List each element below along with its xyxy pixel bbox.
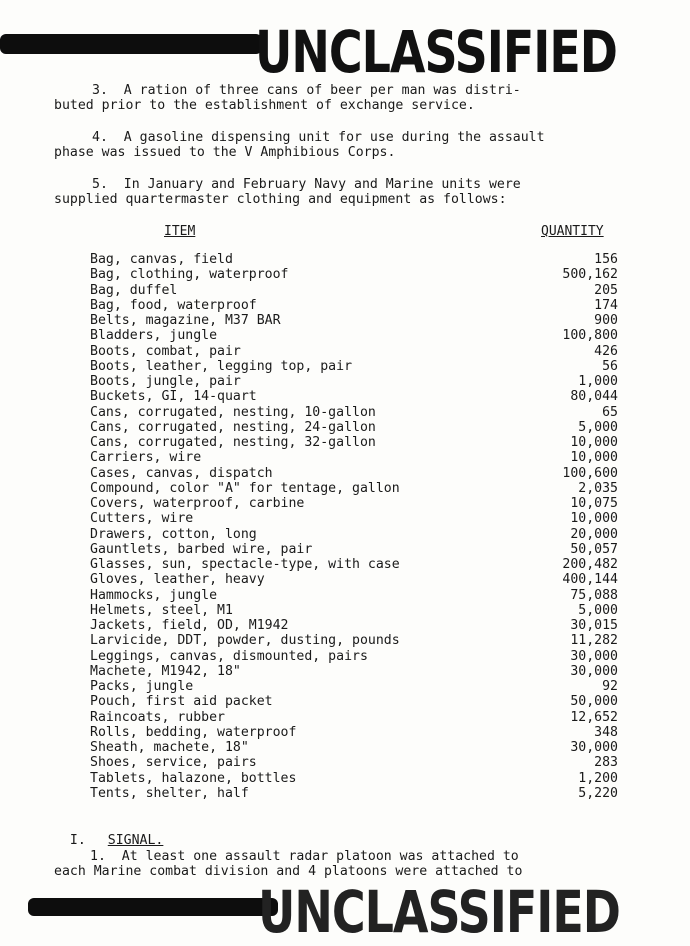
item-quantity: 10,075 bbox=[570, 496, 618, 511]
redaction-bar-top bbox=[0, 34, 262, 54]
table-row bbox=[90, 786, 618, 801]
item-name: Shoes, service, pairs bbox=[90, 755, 257, 771]
item-name: Jackets, field, OD, M1942 bbox=[90, 618, 289, 633]
item-name: Tents, shelter, half bbox=[90, 785, 249, 801]
table-row bbox=[90, 542, 618, 557]
item-name: Glasses, sun, spectacle-type, with case bbox=[90, 557, 400, 572]
item-quantity: 2,035 bbox=[578, 480, 618, 496]
item-quantity: 348 bbox=[594, 724, 618, 740]
item-quantity: 65 bbox=[602, 404, 618, 420]
item-name: Boots, leather, legging top, pair bbox=[90, 358, 353, 374]
table-row bbox=[90, 771, 618, 786]
table-row bbox=[90, 649, 618, 664]
item-quantity: 5,000 bbox=[578, 419, 618, 435]
item-quantity: 500,162 bbox=[562, 267, 618, 283]
item-quantity: 10,000 bbox=[570, 511, 618, 527]
item-quantity: 100,600 bbox=[562, 465, 618, 481]
table-row bbox=[90, 664, 618, 679]
item-name: Drawers, cotton, long bbox=[90, 526, 257, 542]
classification-stamp-bottom: UNCLASSIFIED bbox=[258, 878, 620, 946]
table-row bbox=[90, 359, 618, 374]
table-row bbox=[90, 603, 618, 618]
table-row bbox=[90, 344, 618, 359]
column-header-quantity: QUANTITY bbox=[541, 224, 604, 239]
item-name: Packs, jungle bbox=[90, 679, 194, 694]
item-quantity: 5,220 bbox=[578, 785, 618, 801]
table-row bbox=[90, 283, 618, 298]
item-quantity: 205 bbox=[594, 282, 618, 298]
table-row bbox=[90, 435, 618, 450]
item-quantity: 1,200 bbox=[578, 770, 618, 786]
item-quantity: 900 bbox=[594, 313, 618, 328]
item-quantity: 20,000 bbox=[570, 526, 618, 542]
table-row bbox=[90, 618, 618, 633]
item-quantity: 75,088 bbox=[570, 587, 618, 603]
item-quantity: 156 bbox=[594, 252, 618, 267]
item-name: Boots, jungle, pair bbox=[90, 374, 241, 389]
table-row bbox=[90, 405, 618, 420]
item-name: Covers, waterproof, carbine bbox=[90, 496, 305, 511]
table-row bbox=[90, 420, 618, 435]
table-row bbox=[90, 725, 618, 740]
section-number: I. bbox=[69, 833, 86, 848]
paragraph-3-line-1: 3. A ration of three cans of beer per man was distri- bbox=[92, 83, 521, 98]
section-title: SIGNAL. bbox=[107, 833, 164, 848]
section-heading bbox=[54, 818, 163, 848]
item-name: Cans, corrugated, nesting, 24-gallon bbox=[90, 419, 376, 435]
item-quantity: 1,000 bbox=[578, 374, 618, 389]
item-name: Cans, corrugated, nesting, 32-gallon bbox=[90, 435, 376, 450]
table-row bbox=[90, 389, 618, 404]
table-row bbox=[90, 252, 618, 267]
table-row bbox=[90, 527, 618, 542]
redaction-bar-bottom bbox=[28, 898, 278, 916]
item-quantity: 50,000 bbox=[570, 694, 618, 710]
table-row bbox=[90, 679, 618, 694]
table-row bbox=[90, 450, 618, 465]
table-row bbox=[90, 710, 618, 725]
item-name: Hammocks, jungle bbox=[90, 587, 218, 603]
item-name: Rolls, bedding, waterproof bbox=[90, 724, 297, 740]
item-name: Tablets, halazone, bottles bbox=[90, 770, 297, 786]
table-row bbox=[90, 740, 618, 755]
table-row bbox=[90, 267, 618, 282]
table-row bbox=[90, 313, 618, 328]
item-quantity: 30,000 bbox=[570, 740, 618, 755]
item-name: Bag, clothing, waterproof bbox=[90, 267, 289, 283]
item-name: Leggings, canvas, dismounted, pairs bbox=[90, 648, 368, 664]
item-quantity: 80,044 bbox=[570, 389, 618, 405]
item-name: Bag, food, waterproof bbox=[90, 297, 257, 313]
table-row bbox=[90, 496, 618, 511]
item-name: Buckets, GI, 14-quart bbox=[90, 389, 257, 405]
signal-paragraph-line-1: 1. At least one assault radar platoon was attached to bbox=[90, 849, 519, 864]
item-quantity: 56 bbox=[602, 358, 618, 374]
item-name: Larvicide, DDT, powder, dusting, pounds bbox=[90, 633, 400, 649]
item-name: Machete, M1942, 18" bbox=[90, 663, 241, 679]
item-name: Gloves, leather, heavy bbox=[90, 572, 265, 588]
paragraph-5-line-1: 5. In January and February Navy and Marine units were bbox=[92, 177, 521, 192]
item-quantity: 100,800 bbox=[562, 328, 618, 344]
item-quantity: 283 bbox=[594, 755, 618, 771]
item-quantity: 92 bbox=[602, 679, 618, 694]
item-name: Cases, canvas, dispatch bbox=[90, 465, 273, 481]
table-row bbox=[90, 511, 618, 526]
item-quantity: 10,000 bbox=[570, 450, 618, 466]
paragraph-4-line-1: 4. A gasoline dispensing unit for use during the assault bbox=[92, 130, 545, 145]
table-row bbox=[90, 481, 618, 496]
item-name: Boots, combat, pair bbox=[90, 343, 241, 359]
item-name: Bag, duffel bbox=[90, 282, 178, 298]
table-row bbox=[90, 755, 618, 770]
table-row bbox=[90, 633, 618, 648]
item-quantity: 12,652 bbox=[570, 709, 618, 725]
column-header-item: ITEM bbox=[164, 224, 196, 239]
classification-stamp-top: UNCLASSIFIED bbox=[255, 18, 617, 86]
paragraph-3-line-2: buted prior to the establishment of exchange service. bbox=[54, 98, 475, 113]
item-name: Sheath, machete, 18" bbox=[90, 740, 249, 755]
signal-paragraph-line-2: each Marine combat division and 4 platoons were attached to bbox=[54, 864, 523, 879]
item-quantity: 400,144 bbox=[562, 572, 618, 588]
item-name: Bladders, jungle bbox=[90, 328, 218, 344]
item-name: Carriers, wire bbox=[90, 450, 202, 466]
item-quantity: 426 bbox=[594, 343, 618, 359]
table-row bbox=[90, 298, 618, 313]
item-name: Helmets, steel, M1 bbox=[90, 602, 233, 618]
item-quantity: 30,015 bbox=[570, 618, 618, 633]
item-name: Cans, corrugated, nesting, 10-gallon bbox=[90, 404, 376, 420]
item-name: Bag, canvas, field bbox=[90, 252, 233, 267]
table-row bbox=[90, 557, 618, 572]
item-name: Belts, magazine, M37 BAR bbox=[90, 313, 281, 328]
paragraph-5-line-2: supplied quartermaster clothing and equipment as follows: bbox=[54, 192, 507, 207]
item-quantity: 30,000 bbox=[570, 663, 618, 679]
paragraph-4-line-2: phase was issued to the V Amphibious Corps. bbox=[54, 145, 396, 160]
table-row bbox=[90, 374, 618, 389]
item-quantity: 50,057 bbox=[570, 541, 618, 557]
item-name: Gauntlets, barbed wire, pair bbox=[90, 541, 313, 557]
item-quantity: 10,000 bbox=[570, 435, 618, 450]
item-name: Pouch, first aid packet bbox=[90, 694, 273, 710]
item-quantity: 5,000 bbox=[578, 602, 618, 618]
item-quantity: 11,282 bbox=[570, 633, 618, 649]
table-row bbox=[90, 694, 618, 709]
table-row bbox=[90, 588, 618, 603]
item-quantity: 200,482 bbox=[562, 557, 618, 572]
table-row bbox=[90, 572, 618, 587]
item-quantity: 174 bbox=[594, 297, 618, 313]
item-name: Compound, color "A" for tentage, gallon bbox=[90, 480, 400, 496]
item-name: Cutters, wire bbox=[90, 511, 194, 527]
item-name: Raincoats, rubber bbox=[90, 709, 225, 725]
item-quantity: 30,000 bbox=[570, 648, 618, 664]
table-row bbox=[90, 328, 618, 343]
table-row bbox=[90, 466, 618, 481]
